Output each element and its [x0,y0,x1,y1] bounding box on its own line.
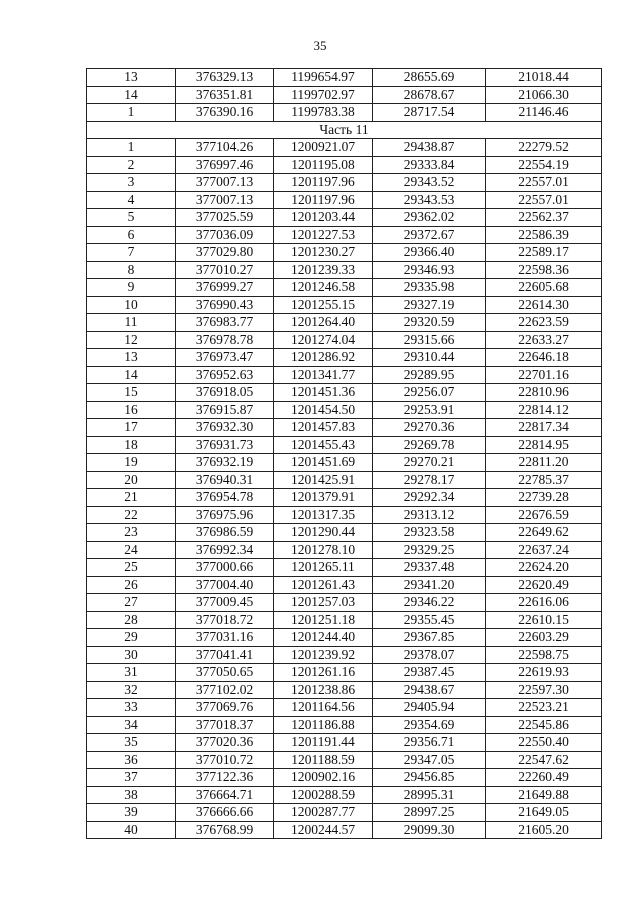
section-row [87,121,602,139]
y-local-cell: 22523.21 [486,699,602,717]
y-coordinate-cell: 1201255.15 [274,296,373,314]
table-row [87,734,602,752]
point-number-cell: 14 [87,86,176,104]
x-coordinate-cell: 376973.47 [176,349,274,367]
x-local-cell: 29343.53 [373,191,486,209]
point-number-cell: 28 [87,611,176,629]
x-coordinate-cell: 377007.13 [176,191,274,209]
x-local-cell: 29337.48 [373,559,486,577]
y-coordinate-cell: 1201286.92 [274,349,373,367]
point-number-cell: 20 [87,471,176,489]
table-row [87,191,602,209]
y-coordinate-cell: 1201188.59 [274,751,373,769]
y-coordinate-cell: 1201261.43 [274,576,373,594]
table-row [87,279,602,297]
x-coordinate-cell: 376999.27 [176,279,274,297]
table-row [87,821,602,839]
x-local-cell: 29438.87 [373,139,486,157]
x-local-cell: 29366.40 [373,244,486,262]
x-local-cell: 29333.84 [373,156,486,174]
point-number-cell: 38 [87,786,176,804]
x-coordinate-cell: 377004.40 [176,576,274,594]
x-coordinate-cell: 376329.13 [176,69,274,87]
x-local-cell: 29341.20 [373,576,486,594]
x-local-cell: 29387.45 [373,664,486,682]
coordinates-table-body [87,69,602,839]
x-local-cell: 29367.85 [373,629,486,647]
x-local-cell: 29323.58 [373,524,486,542]
x-local-cell: 29356.71 [373,734,486,752]
x-local-cell: 29292.34 [373,489,486,507]
x-local-cell: 29438.67 [373,681,486,699]
y-local-cell: 22279.52 [486,139,602,157]
y-local-cell: 22633.27 [486,331,602,349]
table-row [87,786,602,804]
y-local-cell: 22739.28 [486,489,602,507]
x-coordinate-cell: 376390.16 [176,104,274,122]
table-row [87,646,602,664]
y-coordinate-cell: 1201203.44 [274,209,373,227]
y-local-cell: 22623.59 [486,314,602,332]
table-row [87,699,602,717]
x-local-cell: 29313.12 [373,506,486,524]
y-coordinate-cell: 1200288.59 [274,786,373,804]
table-row [87,681,602,699]
table-row [87,559,602,577]
x-local-cell: 29329.25 [373,541,486,559]
y-local-cell: 22598.75 [486,646,602,664]
y-local-cell: 22817.34 [486,419,602,437]
point-number-cell: 36 [87,751,176,769]
x-local-cell: 29270.36 [373,419,486,437]
y-local-cell: 22545.86 [486,716,602,734]
table-row [87,104,602,122]
x-coordinate-cell: 376940.31 [176,471,274,489]
y-local-cell: 22619.93 [486,664,602,682]
point-number-cell: 7 [87,244,176,262]
y-coordinate-cell: 1201341.77 [274,366,373,384]
y-local-cell: 22811.20 [486,454,602,472]
point-number-cell: 27 [87,594,176,612]
point-number-cell: 4 [87,191,176,209]
table-row [87,454,602,472]
y-coordinate-cell: 1200921.07 [274,139,373,157]
point-number-cell: 25 [87,559,176,577]
y-coordinate-cell: 1201454.50 [274,401,373,419]
x-coordinate-cell: 377007.13 [176,174,274,192]
point-number-cell: 23 [87,524,176,542]
y-coordinate-cell: 1201197.96 [274,174,373,192]
x-coordinate-cell: 377041.41 [176,646,274,664]
x-coordinate-cell: 377029.80 [176,244,274,262]
y-coordinate-cell: 1201238.86 [274,681,373,699]
point-number-cell: 11 [87,314,176,332]
point-number-cell: 30 [87,646,176,664]
x-local-cell: 29256.07 [373,384,486,402]
x-local-cell: 29289.95 [373,366,486,384]
x-local-cell: 29346.93 [373,261,486,279]
x-local-cell: 29270.21 [373,454,486,472]
y-local-cell: 22810.96 [486,384,602,402]
x-coordinate-cell: 377010.27 [176,261,274,279]
point-number-cell: 13 [87,349,176,367]
point-number-cell: 34 [87,716,176,734]
x-coordinate-cell: 376983.77 [176,314,274,332]
table-row [87,489,602,507]
x-local-cell: 29269.78 [373,436,486,454]
x-coordinate-cell: 376990.43 [176,296,274,314]
y-local-cell: 22557.01 [486,174,602,192]
table-row [87,331,602,349]
point-number-cell: 13 [87,69,176,87]
x-coordinate-cell: 376351.81 [176,86,274,104]
y-local-cell: 22589.17 [486,244,602,262]
y-local-cell: 22676.59 [486,506,602,524]
x-coordinate-cell: 376986.59 [176,524,274,542]
y-local-cell: 22260.49 [486,769,602,787]
table-row [87,156,602,174]
y-local-cell: 22547.62 [486,751,602,769]
x-coordinate-cell: 377050.65 [176,664,274,682]
y-coordinate-cell: 1201251.18 [274,611,373,629]
y-coordinate-cell: 1201246.58 [274,279,373,297]
y-coordinate-cell: 1201274.04 [274,331,373,349]
x-local-cell: 29099.30 [373,821,486,839]
x-coordinate-cell: 376997.46 [176,156,274,174]
y-coordinate-cell: 1201261.16 [274,664,373,682]
point-number-cell: 39 [87,804,176,822]
x-coordinate-cell: 377020.36 [176,734,274,752]
point-number-cell: 3 [87,174,176,192]
point-number-cell: 31 [87,664,176,682]
x-coordinate-cell: 376992.34 [176,541,274,559]
x-local-cell: 29253.91 [373,401,486,419]
y-local-cell: 22605.68 [486,279,602,297]
x-coordinate-cell: 376975.96 [176,506,274,524]
table-row [87,209,602,227]
table-row [87,296,602,314]
x-local-cell: 28995.31 [373,786,486,804]
point-number-cell: 32 [87,681,176,699]
y-coordinate-cell: 1201451.69 [274,454,373,472]
y-local-cell: 21146.46 [486,104,602,122]
point-number-cell: 15 [87,384,176,402]
point-number-cell: 21 [87,489,176,507]
y-local-cell: 21066.30 [486,86,602,104]
point-number-cell: 12 [87,331,176,349]
point-number-cell: 33 [87,699,176,717]
point-number-cell: 35 [87,734,176,752]
table-row [87,401,602,419]
x-local-cell: 29278.17 [373,471,486,489]
x-coordinate-cell: 376932.19 [176,454,274,472]
table-row [87,314,602,332]
y-local-cell: 22603.29 [486,629,602,647]
y-coordinate-cell: 1201290.44 [274,524,373,542]
table-row [87,524,602,542]
y-coordinate-cell: 1201379.91 [274,489,373,507]
point-number-cell: 8 [87,261,176,279]
page-number: 35 [313,38,327,53]
y-local-cell: 22624.20 [486,559,602,577]
section-title: Часть 11 [87,121,602,139]
y-local-cell: 22554.19 [486,156,602,174]
y-coordinate-cell: 1201191.44 [274,734,373,752]
table-row [87,349,602,367]
y-local-cell: 22550.40 [486,734,602,752]
y-coordinate-cell: 1201278.10 [274,541,373,559]
table-row [87,244,602,262]
x-coordinate-cell: 377009.45 [176,594,274,612]
x-local-cell: 29327.19 [373,296,486,314]
table-row [87,69,602,87]
point-number-cell: 16 [87,401,176,419]
x-coordinate-cell: 377025.59 [176,209,274,227]
x-local-cell: 29346.22 [373,594,486,612]
x-local-cell: 28717.54 [373,104,486,122]
table-row [87,576,602,594]
x-coordinate-cell: 377104.26 [176,139,274,157]
y-local-cell: 22562.37 [486,209,602,227]
y-coordinate-cell: 1201425.91 [274,471,373,489]
y-coordinate-cell: 1201239.92 [274,646,373,664]
y-coordinate-cell: 1201195.08 [274,156,373,174]
y-coordinate-cell: 1201265.11 [274,559,373,577]
x-local-cell: 29405.94 [373,699,486,717]
x-local-cell: 29456.85 [373,769,486,787]
point-number-cell: 17 [87,419,176,437]
x-coordinate-cell: 376915.87 [176,401,274,419]
coordinates-table [86,68,602,839]
x-coordinate-cell: 377102.02 [176,681,274,699]
x-coordinate-cell: 377018.72 [176,611,274,629]
table-row [87,471,602,489]
y-coordinate-cell: 1200287.77 [274,804,373,822]
point-number-cell: 10 [87,296,176,314]
table-row [87,629,602,647]
point-number-cell: 40 [87,821,176,839]
point-number-cell: 24 [87,541,176,559]
x-coordinate-cell: 376664.71 [176,786,274,804]
x-local-cell: 29372.67 [373,226,486,244]
x-coordinate-cell: 377010.72 [176,751,274,769]
y-coordinate-cell: 1201455.43 [274,436,373,454]
point-number-cell: 6 [87,226,176,244]
x-coordinate-cell: 376918.05 [176,384,274,402]
y-coordinate-cell: 1201186.88 [274,716,373,734]
table-row [87,541,602,559]
x-coordinate-cell: 376931.73 [176,436,274,454]
table-row [87,506,602,524]
point-number-cell: 26 [87,576,176,594]
y-local-cell: 22785.37 [486,471,602,489]
x-coordinate-cell: 377122.36 [176,769,274,787]
x-coordinate-cell: 376978.78 [176,331,274,349]
y-local-cell: 22557.01 [486,191,602,209]
y-local-cell: 21605.20 [486,821,602,839]
x-coordinate-cell: 377018.37 [176,716,274,734]
y-local-cell: 22610.15 [486,611,602,629]
x-local-cell: 29315.66 [373,331,486,349]
x-coordinate-cell: 377036.09 [176,226,274,244]
table-row [87,384,602,402]
point-number-cell: 9 [87,279,176,297]
y-local-cell: 22616.06 [486,594,602,612]
table-row [87,261,602,279]
table-row [87,139,602,157]
y-coordinate-cell: 1201239.33 [274,261,373,279]
point-number-cell: 18 [87,436,176,454]
x-local-cell: 28997.25 [373,804,486,822]
y-coordinate-cell: 1201244.40 [274,629,373,647]
point-number-cell: 37 [87,769,176,787]
x-coordinate-cell: 376768.99 [176,821,274,839]
y-local-cell: 22586.39 [486,226,602,244]
point-number-cell: 1 [87,139,176,157]
y-local-cell: 21649.88 [486,786,602,804]
table-row [87,804,602,822]
x-local-cell: 29354.69 [373,716,486,734]
y-coordinate-cell: 1201227.53 [274,226,373,244]
x-local-cell: 29362.02 [373,209,486,227]
table-row [87,436,602,454]
table-row [87,366,602,384]
x-local-cell: 29310.44 [373,349,486,367]
table-row [87,716,602,734]
y-local-cell: 22598.36 [486,261,602,279]
y-local-cell: 22701.16 [486,366,602,384]
point-number-cell: 22 [87,506,176,524]
point-number-cell: 1 [87,104,176,122]
point-number-cell: 14 [87,366,176,384]
x-local-cell: 29355.45 [373,611,486,629]
table-row [87,751,602,769]
y-local-cell: 22597.30 [486,681,602,699]
y-local-cell: 22614.30 [486,296,602,314]
x-coordinate-cell: 376952.63 [176,366,274,384]
table-row [87,664,602,682]
y-local-cell: 21649.05 [486,804,602,822]
table-row [87,419,602,437]
table-row [87,769,602,787]
table-row [87,594,602,612]
x-local-cell: 29320.59 [373,314,486,332]
x-coordinate-cell: 377000.66 [176,559,274,577]
x-local-cell: 29378.07 [373,646,486,664]
y-coordinate-cell: 1199783.38 [274,104,373,122]
table-row [87,86,602,104]
point-number-cell: 2 [87,156,176,174]
y-coordinate-cell: 1199702.97 [274,86,373,104]
y-coordinate-cell: 1201257.03 [274,594,373,612]
y-local-cell: 22814.95 [486,436,602,454]
x-coordinate-cell: 377069.76 [176,699,274,717]
point-number-cell: 29 [87,629,176,647]
y-coordinate-cell: 1200902.16 [274,769,373,787]
y-coordinate-cell: 1201197.96 [274,191,373,209]
table-row [87,174,602,192]
table-row [87,226,602,244]
y-local-cell: 21018.44 [486,69,602,87]
y-coordinate-cell: 1201164.56 [274,699,373,717]
y-local-cell: 22646.18 [486,349,602,367]
y-coordinate-cell: 1200244.57 [274,821,373,839]
x-coordinate-cell: 376932.30 [176,419,274,437]
y-local-cell: 22814.12 [486,401,602,419]
point-number-cell: 5 [87,209,176,227]
x-local-cell: 29335.98 [373,279,486,297]
x-local-cell: 28655.69 [373,69,486,87]
x-coordinate-cell: 377031.16 [176,629,274,647]
x-local-cell: 29347.05 [373,751,486,769]
x-coordinate-cell: 376954.78 [176,489,274,507]
y-local-cell: 22637.24 [486,541,602,559]
y-coordinate-cell: 1201457.83 [274,419,373,437]
x-local-cell: 28678.67 [373,86,486,104]
y-coordinate-cell: 1201230.27 [274,244,373,262]
table-row [87,611,602,629]
y-local-cell: 22620.49 [486,576,602,594]
point-number-cell: 19 [87,454,176,472]
y-coordinate-cell: 1199654.97 [274,69,373,87]
y-local-cell: 22649.62 [486,524,602,542]
y-coordinate-cell: 1201451.36 [274,384,373,402]
x-coordinate-cell: 376666.66 [176,804,274,822]
y-coordinate-cell: 1201317.35 [274,506,373,524]
y-coordinate-cell: 1201264.40 [274,314,373,332]
x-local-cell: 29343.52 [373,174,486,192]
